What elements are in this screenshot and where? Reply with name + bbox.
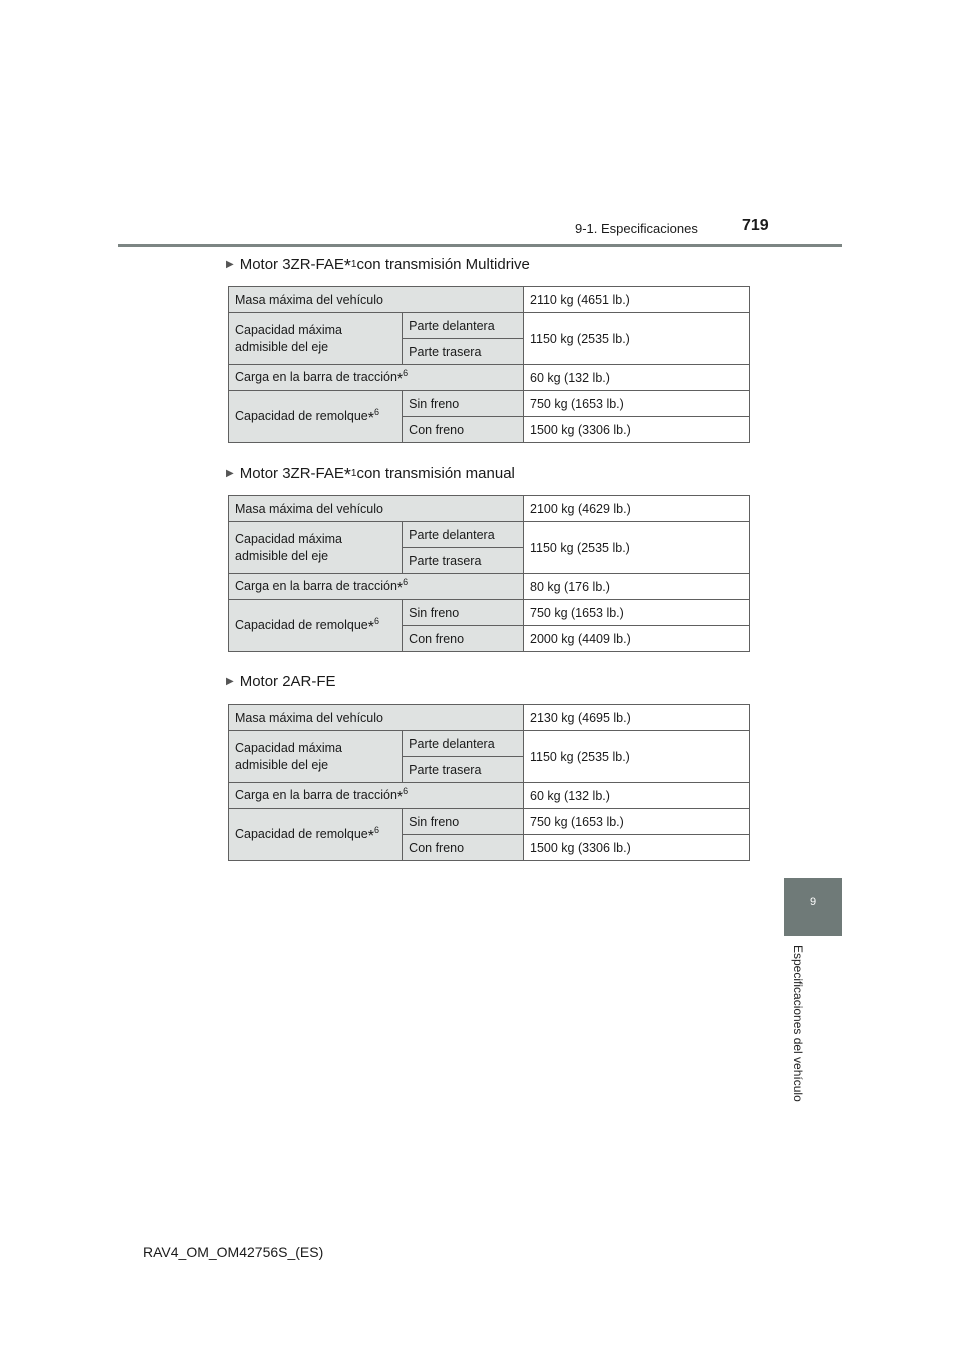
footnote-star: * <box>396 579 404 597</box>
label-cell: Capacidad máxima admisible del eje <box>229 522 403 574</box>
table-row <box>229 809 750 835</box>
chapter-title: Especificaciones del vehículo <box>791 945 805 1102</box>
label-cell: Parte trasera <box>403 548 524 574</box>
footnote-number: 6 <box>403 368 409 379</box>
heading-text: Motor 3ZR-FAE <box>239 256 344 273</box>
label-cell: Sin freno <box>403 600 524 626</box>
label-cell: Capacidad máxima admisible del eje <box>229 731 403 783</box>
label-cell: Parte delantera <box>403 313 524 339</box>
footnote-star: * <box>343 465 351 485</box>
table-row <box>229 496 750 522</box>
value-cell: 60 kg (132 lb.) <box>524 783 750 809</box>
label-cell: Parte delantera <box>403 731 524 757</box>
table-row <box>229 365 750 391</box>
heading-text: Motor 3ZR-FAE <box>239 465 344 482</box>
value-cell: 750 kg (1653 lb.) <box>524 600 750 626</box>
value-cell: 1150 kg (2535 lb.) <box>524 313 750 365</box>
label-cell: Parte trasera <box>403 757 524 783</box>
table-row <box>229 287 750 313</box>
label-text: Capacidad de remolque <box>235 827 368 842</box>
bullet-triangle-icon: ▶ <box>226 259 234 270</box>
document-code: RAV4_OM_OM42756S_(ES) <box>143 1244 324 1260</box>
label-cell: Masa máxima del vehículo <box>229 496 524 522</box>
heading-text: Motor 2AR-FE <box>239 673 336 690</box>
heading-suffix: con transmisión Multidrive <box>356 256 530 273</box>
label-text: Capacidad de remolque <box>235 409 368 424</box>
label-cell <box>229 600 403 652</box>
footnote-star: * <box>396 370 404 388</box>
spec-table-2 <box>228 495 750 652</box>
bullet-triangle-icon: ▶ <box>226 676 234 687</box>
footnote-star: * <box>367 827 374 845</box>
spec-table-3 <box>228 704 750 861</box>
chapter-tab: 9 <box>784 878 842 936</box>
footnote-number: 6 <box>373 616 379 627</box>
label-cell: Con freno <box>403 835 524 861</box>
section-title: 9-1. Especificaciones <box>575 221 698 236</box>
table-row <box>229 783 750 809</box>
label-cell: Sin freno <box>403 391 524 417</box>
section-heading-1 <box>226 254 530 275</box>
footnote-number: 6 <box>373 407 379 418</box>
footnote-number: 6 <box>403 786 409 797</box>
value-cell: 1150 kg (2535 lb.) <box>524 731 750 783</box>
value-cell: 1500 kg (3306 lb.) <box>524 835 750 861</box>
footnote-star: * <box>367 409 374 427</box>
footnote-star: * <box>367 618 374 636</box>
label-cell: Con freno <box>403 417 524 443</box>
table-row <box>229 705 750 731</box>
value-cell: 2110 kg (4651 lb.) <box>524 287 750 313</box>
label-cell <box>229 365 524 391</box>
label-cell <box>229 809 403 861</box>
value-cell: 750 kg (1653 lb.) <box>524 391 750 417</box>
label-text: Capacidad de remolque <box>235 618 368 633</box>
footnote-star: * <box>396 788 404 806</box>
footnote-number: 1 <box>350 259 357 270</box>
label-cell: Sin freno <box>403 809 524 835</box>
label-cell <box>229 574 524 600</box>
table-row <box>229 391 750 417</box>
footnote-number: 1 <box>350 468 357 479</box>
value-cell: 2000 kg (4409 lb.) <box>524 626 750 652</box>
table-row <box>229 600 750 626</box>
table-row <box>229 574 750 600</box>
spec-table-1 <box>228 286 750 443</box>
label-cell: Capacidad máxima admisible del eje <box>229 313 403 365</box>
label-text: Carga en la barra de tracción <box>235 579 397 594</box>
table-row <box>229 731 750 757</box>
header-rule <box>118 244 842 247</box>
page-number: 719 <box>742 217 769 234</box>
value-cell: 60 kg (132 lb.) <box>524 365 750 391</box>
bullet-triangle-icon: ▶ <box>226 468 234 479</box>
table-row <box>229 522 750 548</box>
footnote-star: * <box>343 256 351 276</box>
value-cell: 1150 kg (2535 lb.) <box>524 522 750 574</box>
label-cell: Masa máxima del vehículo <box>229 705 524 731</box>
heading-suffix: con transmisión manual <box>356 465 515 482</box>
label-cell <box>229 783 524 809</box>
label-text: Carga en la barra de tracción <box>235 370 397 385</box>
label-cell: Parte delantera <box>403 522 524 548</box>
value-cell: 80 kg (176 lb.) <box>524 574 750 600</box>
table-row <box>229 313 750 339</box>
footnote-number: 6 <box>373 825 379 836</box>
label-cell: Parte trasera <box>403 339 524 365</box>
label-text: Carga en la barra de tracción <box>235 788 397 803</box>
section-heading-3 <box>226 673 336 690</box>
footnote-number: 6 <box>403 577 409 588</box>
value-cell: 750 kg (1653 lb.) <box>524 809 750 835</box>
value-cell: 2100 kg (4629 lb.) <box>524 496 750 522</box>
label-cell: Con freno <box>403 626 524 652</box>
label-cell: Masa máxima del vehículo <box>229 287 524 313</box>
value-cell: 2130 kg (4695 lb.) <box>524 705 750 731</box>
label-cell <box>229 391 403 443</box>
section-heading-2 <box>226 463 515 484</box>
value-cell: 1500 kg (3306 lb.) <box>524 417 750 443</box>
